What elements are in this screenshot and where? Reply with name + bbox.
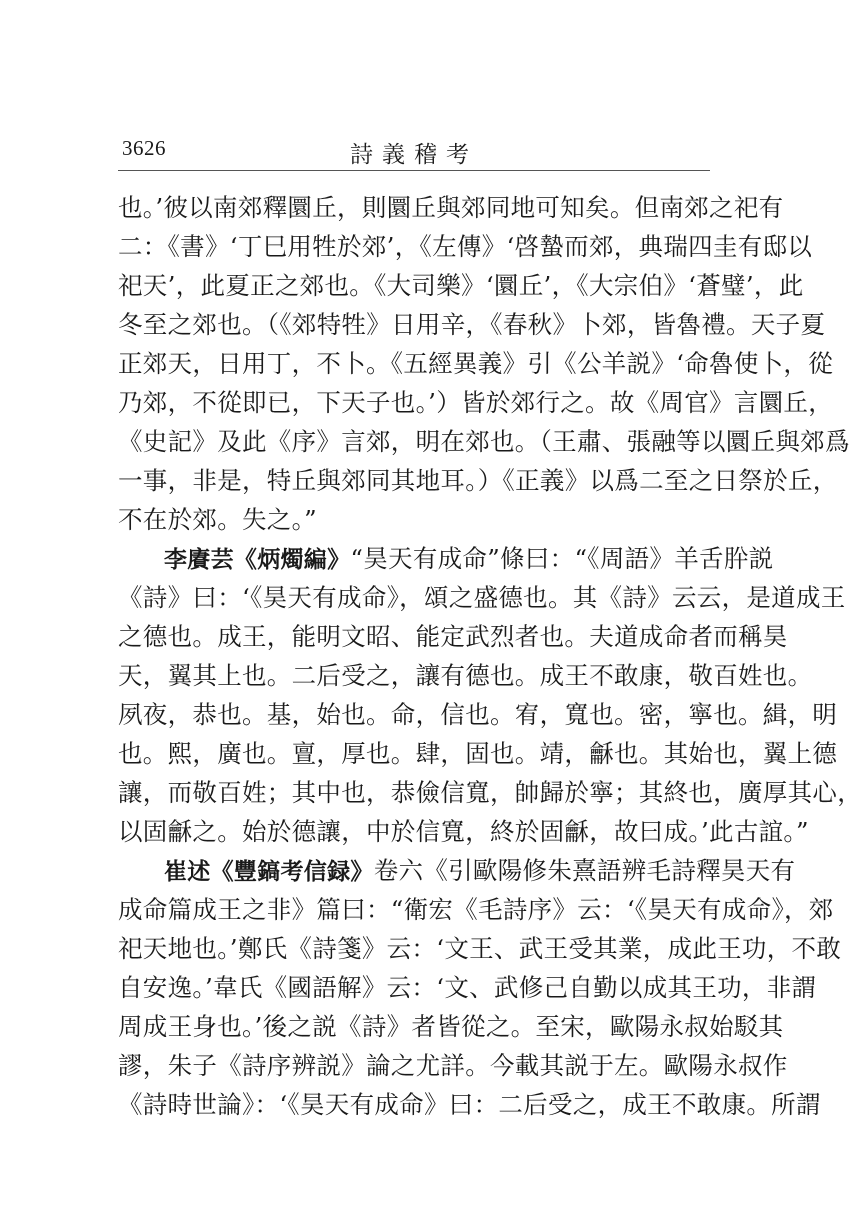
text-line: 祀天’，此夏正之郊也。《大司樂》‘圜丘’，《大宗伯》‘蒼璧’，此 bbox=[118, 271, 804, 300]
text-line: 乃郊，不從即已，下天子也。’）皆於郊行之。故《周官》言圜丘， bbox=[118, 388, 834, 417]
text-line: 夙夜，恭也。基，始也。命，信也。宥，寬也。密，寧也。緝，明 bbox=[118, 700, 838, 729]
running-title: 詩義稽考 bbox=[350, 142, 478, 168]
text-line: 《詩時世論》：‘《昊天有成命》曰：二后受之，成王不敢康。所謂 bbox=[118, 1090, 821, 1119]
section-first-line bbox=[118, 539, 774, 578]
text-line: 自安逸。’韋氏《國語解》云：‘文、武修己自勤以成其王功，非謂 bbox=[118, 973, 817, 1002]
text-line: 謬，朱子《詩序辨説》論之尤詳。今載其説于左。歐陽永叔作 bbox=[118, 1051, 788, 1080]
text-line: 《史記》及此《序》言郊，明在郊也。（王肅、張融等以圜丘與郊爲 bbox=[118, 427, 850, 456]
section-author: 李賡芸 bbox=[164, 547, 234, 573]
body-text bbox=[118, 188, 862, 1124]
text-line: 成命篇成王之非》篇曰：“衛宏《毛詩序》云：‘《昊天有成命》，郊 bbox=[118, 895, 834, 924]
text-line: 也。’彼以南郊釋圜丘，則圜丘與郊同地可知矣。但南郊之祀有 bbox=[118, 193, 784, 222]
section-first-line bbox=[118, 851, 796, 890]
text-line: 二：《書》‘丁巳用牲於郊’，《左傳》‘啓蟄而郊，典瑞四圭有邸以 bbox=[118, 232, 813, 261]
text-line: 《詩》曰：‘《昊天有成命》，頌之盛德也。其《詩》云云，是道成王 bbox=[118, 583, 846, 612]
text-line: 天，翼其上也。二后受之，讓有德也。成王不敢康，敬百姓也。 bbox=[118, 661, 813, 690]
text-line: 讓，而敬百姓；其中也，恭儉信寬，帥歸於寧；其終也，廣厚其心， bbox=[118, 778, 862, 807]
header-rule bbox=[118, 170, 710, 171]
text-line: 周成王身也。’後之説《詩》者皆從之。至宋，歐陽永叔始駁其 bbox=[118, 1012, 784, 1041]
section-text: “昊天有成命”條曰：“《周語》羊舌肸説 bbox=[350, 544, 774, 573]
text-line: 不在於郊。失之。” bbox=[118, 505, 317, 534]
section-text: 卷六《引歐陽修朱熹語辨毛詩釋昊天有 bbox=[373, 856, 796, 885]
text-line: 以固龢之。始於德讓，中於信寬，終於固龢，故曰成。’此古誼。” bbox=[118, 817, 809, 846]
section-author: 崔述 bbox=[164, 859, 211, 885]
page-header bbox=[118, 132, 710, 172]
page-number: 3626 bbox=[122, 136, 166, 160]
section-work-title: 《炳燭編》 bbox=[233, 547, 351, 573]
text-line: 也。熙，廣也。亶，厚也。肆，固也。靖，龢也。其始也，翼上德 bbox=[118, 739, 838, 768]
text-line: 一事，非是，特丘與郊同其地耳。）《正義》以爲二至之日祭於丘， bbox=[118, 466, 838, 495]
text-line: 冬至之郊也。（《郊特牲》日用辛，《春秋》卜郊，皆魯禮。天子夏 bbox=[118, 310, 826, 339]
text-line: 正郊天，日用丁，不卜。《五經異義》引《公羊説》‘命魯使卜，從 bbox=[118, 349, 834, 378]
text-line: 之德也。成王，能明文昭、能定武烈者也。夫道成命者而稱昊 bbox=[118, 622, 788, 651]
text-line: 祀天地也。’鄭氏《詩箋》云：‘文王、武王受其業，成此王功，不敢 bbox=[118, 934, 842, 963]
section-work-title: 《豐鎬考信録》 bbox=[210, 859, 374, 885]
